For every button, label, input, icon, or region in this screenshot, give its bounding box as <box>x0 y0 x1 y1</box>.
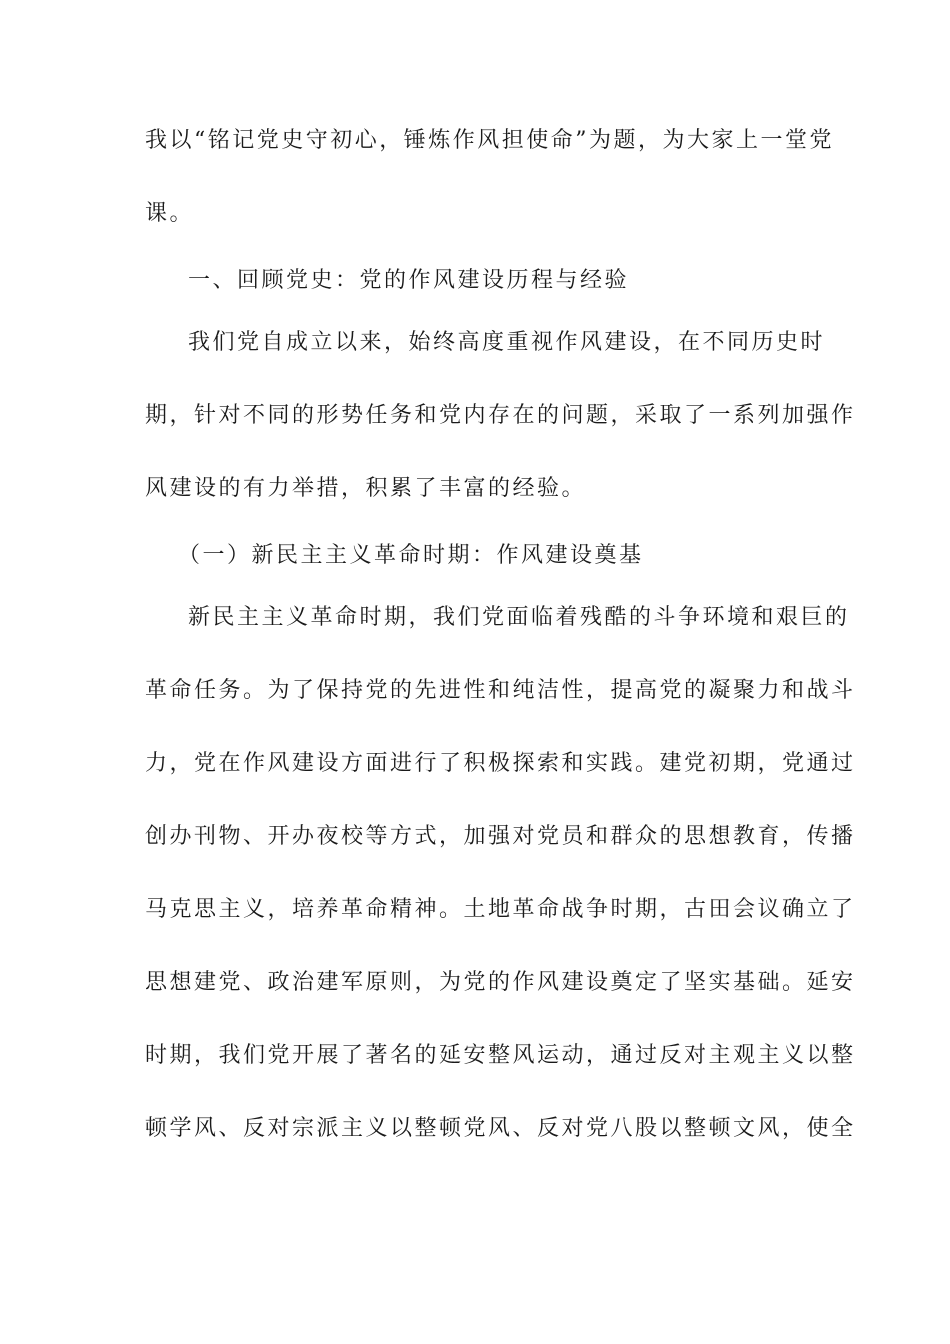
intro-line-2: 课。 <box>145 201 195 226</box>
paragraph-1-line-1: 我们党自成立以来，始终高度重视作风建设，在不同历史时 <box>188 330 826 355</box>
intro-line-1: 我以“铭记党史守初心，锤炼作风担使命”为题，为大家上一堂党 <box>145 128 834 153</box>
paragraph-2-line-8: 顿学风、反对宗派主义以整顿党风、反对党八股以整顿文风，使全 <box>145 1116 856 1141</box>
subsection-heading: （一）新民主主义革命时期：作风建设奠基 <box>178 543 644 568</box>
paragraph-2-line-1: 新民主主义革命时期，我们党面临着残酷的斗争环境和艰巨的 <box>188 605 850 630</box>
section-heading: 一、回顾党史：党的作风建设历程与经验 <box>188 268 630 293</box>
paragraph-2-line-6: 思想建党、政治建军原则，为党的作风建设奠定了坚实基础。延安 <box>145 970 856 995</box>
paragraph-1-line-3: 风建设的有力举措，积累了丰富的经验。 <box>145 476 587 501</box>
paragraph-1-line-2: 期，针对不同的形势任务和党内存在的问题，采取了一系列加强作 <box>145 403 856 428</box>
paragraph-2-line-4: 创办刊物、开办夜校等方式，加强对党员和群众的思想教育，传播 <box>145 824 856 849</box>
paragraph-2-line-3: 力，党在作风建设方面进行了积极探索和实践。建党初期，党通过 <box>145 751 856 776</box>
paragraph-2-line-7: 时期，我们党开展了著名的延安整风运动，通过反对主观主义以整 <box>145 1043 856 1068</box>
paragraph-2-line-2: 革命任务。为了保持党的先进性和纯洁性，提高党的凝聚力和战斗 <box>145 678 856 703</box>
paragraph-2-line-5: 马克思主义，培养革命精神。土地革命战争时期，古田会议确立了 <box>145 897 856 922</box>
